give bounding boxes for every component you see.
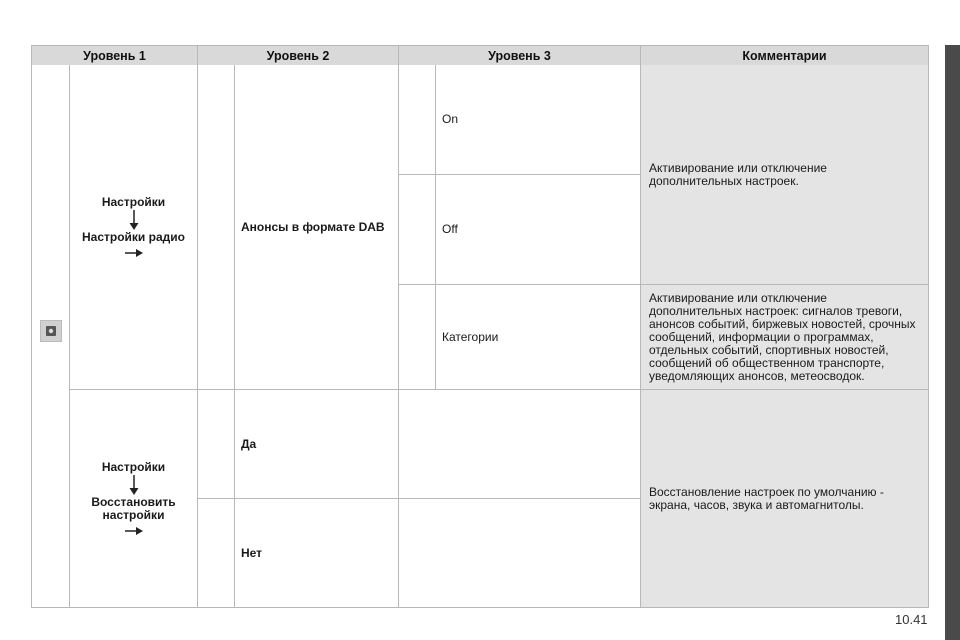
level2-no: Нет [234, 498, 398, 607]
section2-level1 [69, 389, 197, 607]
level1-settings-label: Настройки [101, 195, 166, 209]
comment-categories: Активирование или отключение дополнительных настроек: сигналов тревоги, анонсов событий, биржевых новостей, срочных сообщений, информации о программах, отдельных событий, спортивных новостей, сообщений об общественном транспорте, уведомляющих анонсов, метеосводок. [640, 284, 928, 389]
arrow-right-icon [124, 248, 144, 258]
level1-restore-settings-label: Восстановить настройки [91, 495, 176, 522]
level3-off: Off [435, 174, 640, 284]
level2-yes: Да [234, 389, 398, 498]
header-comments: Комментарии [640, 46, 928, 65]
comment-on-off: Активирование или отключение дополнительных настроек. [640, 65, 928, 284]
level3-on: On [435, 65, 640, 174]
arrow-right-icon [124, 526, 144, 536]
arrow-down-icon [128, 209, 140, 231]
level1-radio-settings-label: Настройки радио [82, 230, 185, 244]
page-side-tab [945, 45, 960, 640]
header-level2: Уровень 2 [197, 46, 398, 65]
settings-icon [40, 320, 62, 342]
page-number: 10.41 [895, 612, 928, 627]
level2-dab-announcements: Анонсы в формате DAB [234, 65, 398, 389]
comment-restore: Восстановление настроек по умолчанию - экрана, часов, звука и автомагнитолы. [640, 389, 928, 607]
section1-level1 [69, 65, 197, 389]
level1-settings-label: Настройки [101, 460, 166, 474]
header-level3: Уровень 3 [398, 46, 640, 65]
level3-categories: Категории [435, 284, 640, 389]
icon-column [32, 65, 69, 607]
arrow-down-icon [128, 474, 140, 496]
header-level1: Уровень 1 [32, 46, 197, 65]
